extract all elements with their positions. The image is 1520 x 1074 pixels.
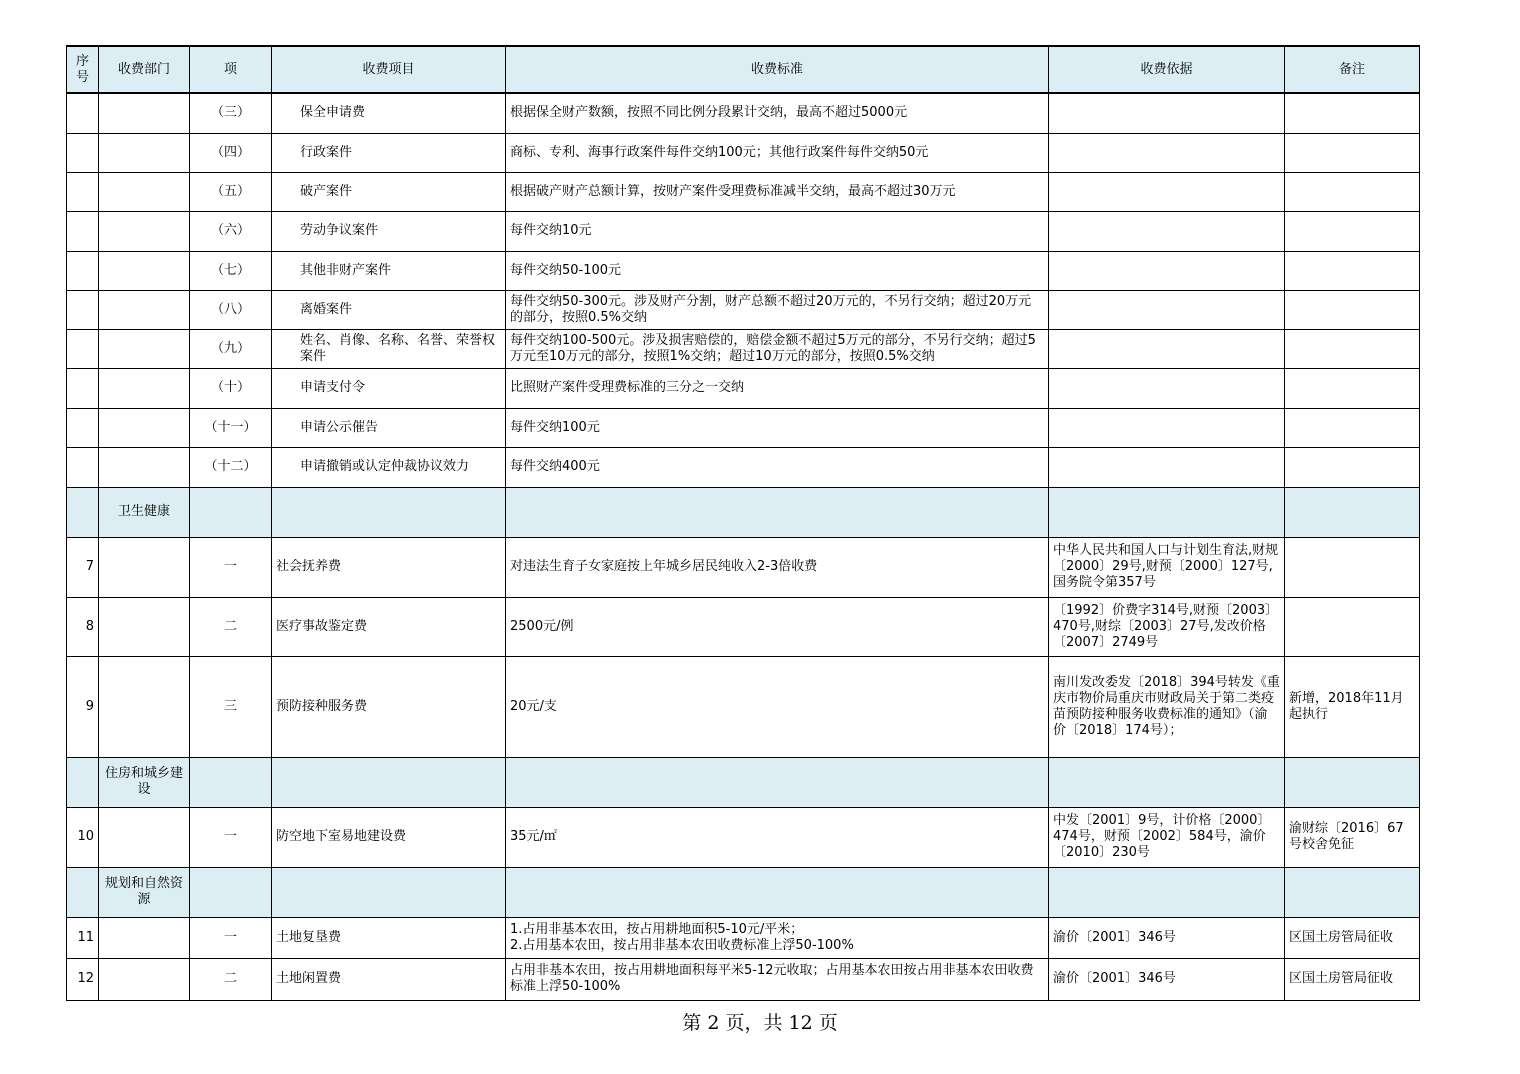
cell-basis <box>1049 656 1285 757</box>
cell-basis <box>1049 447 1285 487</box>
cell-dept <box>99 447 190 487</box>
cell-dept <box>99 133 190 172</box>
cell-seq <box>67 93 99 133</box>
cell-dept <box>99 368 190 408</box>
section-cell <box>506 757 1049 807</box>
cell-item-text: （七） <box>210 262 250 278</box>
cell-basis <box>1049 807 1285 867</box>
cell-seq <box>67 447 99 487</box>
cell-project <box>272 917 506 958</box>
cell-item-text: （十一） <box>204 419 257 435</box>
cell-basis <box>1049 537 1285 597</box>
cell-basis-text: 渝价〔2001〕346号 <box>1053 971 1176 986</box>
cell-standard-text: 对违法生育子女家庭按上年城乡居民纯收入2-3倍收费 <box>510 559 818 574</box>
section-row <box>67 867 1420 917</box>
cell-item <box>190 807 272 867</box>
cell-standard <box>506 172 1049 211</box>
cell-standard <box>506 368 1049 408</box>
cell-project-text: 劳动争议案件 <box>300 223 379 238</box>
cell-basis <box>1049 958 1285 1000</box>
cell-item <box>190 211 272 251</box>
cell-project-text: 破产案件 <box>300 183 353 199</box>
section-cell <box>190 867 272 917</box>
cell-seq <box>67 290 99 329</box>
section-row <box>67 757 1420 807</box>
cell-item-text: 二 <box>223 618 237 634</box>
cell-basis-text: 中发〔2001〕9号，计价格〔2000〕474号，财预〔2002〕584号，渝价〔2010〕230号 <box>1053 813 1271 860</box>
cell-dept <box>99 172 190 211</box>
cell-note-text: 区国土房管局征收 <box>1289 929 1394 945</box>
cell-project-text: 医疗事故鉴定费 <box>276 618 368 634</box>
cell-basis <box>1049 290 1285 329</box>
header-basis: 收费依据 <box>1049 46 1285 93</box>
cell-standard <box>506 958 1049 1000</box>
cell-note <box>1285 290 1420 329</box>
table-row <box>67 251 1420 290</box>
cell-note <box>1285 329 1420 368</box>
cell-project <box>272 537 506 597</box>
cell-standard-text: 每件交纳100元 <box>510 419 600 435</box>
cell-basis-text: 南川发改委发〔2018〕394号转发《重庆市物价局重庆市财政局关于第二类疫苗预防接种服务收费标准的通知》（渝价〔2018〕174号）； <box>1053 674 1280 738</box>
cell-standard <box>506 211 1049 251</box>
cell-note-text: 区国土房管局征收 <box>1289 971 1394 986</box>
cell-basis <box>1049 597 1285 656</box>
cell-seq-text: 8 <box>85 618 94 634</box>
cell-standard <box>506 537 1049 597</box>
cell-project <box>272 958 506 1000</box>
cell-seq <box>67 597 99 656</box>
cell-item-text: 一 <box>223 559 237 574</box>
section-cell <box>1049 487 1285 537</box>
cell-basis <box>1049 368 1285 408</box>
section-cell <box>1049 867 1285 917</box>
section-cell <box>1285 867 1420 917</box>
cell-standard-text: 每件交纳10元 <box>510 223 592 238</box>
cell-standard-text: 每件交纳100-500元。涉及损害赔偿的，赔偿金额不超过5万元的部分，不另行交纳；超过5万元至10万元的部分，按照1%交纳；超过10万元的部分，按照0.5%交纳 <box>510 332 1036 364</box>
table-row <box>67 93 1420 133</box>
cell-dept <box>99 251 190 290</box>
cell-basis-text: 中华人民共和国人口与计划生育法,财规〔2000〕29号,财预〔2000〕127号,国务院令第357号 <box>1053 543 1279 590</box>
cell-dept <box>99 597 190 656</box>
cell-seq-text: 12 <box>77 971 94 986</box>
cell-basis <box>1049 917 1285 958</box>
cell-note-text: 新增，2018年11月起执行 <box>1289 690 1404 722</box>
cell-standard <box>506 93 1049 133</box>
cell-note <box>1285 656 1420 757</box>
table-row <box>67 408 1420 447</box>
cell-standard-text: 35元/㎡ <box>510 829 557 844</box>
cell-seq-text: 9 <box>85 698 94 714</box>
cell-project-text: 预防接种服务费 <box>276 698 368 714</box>
cell-item <box>190 172 272 211</box>
section-cell <box>1285 487 1420 537</box>
cell-project-text: 行政案件 <box>300 144 353 160</box>
cell-standard <box>506 408 1049 447</box>
cell-standard-text: 2500元/例 <box>510 618 574 634</box>
cell-item-text: （九） <box>210 340 250 356</box>
cell-standard <box>506 133 1049 172</box>
cell-seq <box>67 329 99 368</box>
cell-basis-text: 渝价〔2001〕346号 <box>1053 929 1176 945</box>
cell-item-text: （六） <box>210 223 250 238</box>
table-row <box>67 172 1420 211</box>
cell-project-text: 保全申请费 <box>300 105 366 121</box>
cell-note <box>1285 917 1420 958</box>
cell-note <box>1285 172 1420 211</box>
cell-item <box>190 93 272 133</box>
cell-basis <box>1049 172 1285 211</box>
cell-item <box>190 447 272 487</box>
cell-seq <box>67 408 99 447</box>
section-dept-label: 住房和城乡建设 <box>99 757 190 807</box>
cell-standard <box>506 807 1049 867</box>
section-cell <box>67 487 99 537</box>
cell-item <box>190 251 272 290</box>
cell-dept <box>99 329 190 368</box>
cell-item <box>190 656 272 757</box>
cell-basis <box>1049 211 1285 251</box>
cell-item <box>190 329 272 368</box>
cell-seq-text: 7 <box>85 559 94 574</box>
cell-item-text: （四） <box>210 144 250 160</box>
cell-project-text: 姓名、肖像、名称、名誉、荣誉权案件 <box>300 332 496 364</box>
header-seq: 序号 <box>67 46 99 93</box>
cell-item <box>190 958 272 1000</box>
cell-seq <box>67 656 99 757</box>
cell-dept <box>99 807 190 867</box>
cell-item <box>190 408 272 447</box>
header-dept: 收费部门 <box>99 46 190 93</box>
cell-basis <box>1049 251 1285 290</box>
cell-item-text: （十二） <box>204 459 257 474</box>
section-cell <box>67 867 99 917</box>
cell-project <box>272 211 506 251</box>
cell-project-text: 离婚案件 <box>300 301 353 317</box>
cell-note <box>1285 958 1420 1000</box>
cell-seq <box>67 133 99 172</box>
section-cell <box>67 757 99 807</box>
cell-seq <box>67 917 99 958</box>
cell-seq <box>67 807 99 867</box>
cell-item-text: （八） <box>210 301 250 317</box>
cell-dept <box>99 537 190 597</box>
cell-seq <box>67 172 99 211</box>
cell-note <box>1285 408 1420 447</box>
cell-note <box>1285 368 1420 408</box>
cell-note <box>1285 211 1420 251</box>
cell-seq <box>67 251 99 290</box>
cell-item <box>190 368 272 408</box>
header-note: 备注 <box>1285 46 1420 93</box>
cell-project <box>272 408 506 447</box>
cell-seq <box>67 211 99 251</box>
page-footer: 第 2 页，共 12 页 <box>682 1012 838 1034</box>
cell-standard-text: 根据保全财产数额，按照不同比例分段累计交纳，最高不超过5000元 <box>510 105 908 121</box>
cell-standard <box>506 290 1049 329</box>
cell-item <box>190 537 272 597</box>
table-row <box>67 597 1420 656</box>
cell-project-text: 申请支付令 <box>300 380 366 395</box>
cell-standard-text: 每件交纳50-100元 <box>510 262 622 278</box>
cell-project-text: 其他非财产案件 <box>300 262 392 278</box>
cell-standard-text: 20元/支 <box>510 698 557 714</box>
cell-item-text: 三 <box>223 698 237 714</box>
cell-project <box>272 656 506 757</box>
cell-standard-text: 每件交纳400元 <box>510 459 600 474</box>
cell-item-text: 二 <box>223 971 237 986</box>
cell-seq <box>67 958 99 1000</box>
cell-dept <box>99 290 190 329</box>
cell-note <box>1285 93 1420 133</box>
section-cell <box>190 487 272 537</box>
cell-note-text: 渝财综〔2016〕67号校舍免征 <box>1289 821 1404 852</box>
cell-seq-text: 10 <box>77 829 94 844</box>
section-dept-label: 规划和自然资源 <box>99 867 190 917</box>
table-row <box>67 133 1420 172</box>
cell-basis <box>1049 133 1285 172</box>
cell-standard-text: 1.占用非基本农田，按占用耕地面积5-10元/平米； 2.占用基本农田，按占用非基本农田收费标准上浮50-100% <box>510 921 854 953</box>
cell-dept <box>99 93 190 133</box>
cell-standard <box>506 329 1049 368</box>
cell-project <box>272 597 506 656</box>
cell-project-text: 社会抚养费 <box>276 559 342 574</box>
cell-standard <box>506 251 1049 290</box>
cell-seq <box>67 368 99 408</box>
cell-note <box>1285 597 1420 656</box>
cell-project <box>272 329 506 368</box>
header-row <box>67 46 1420 93</box>
header-item: 项 <box>190 46 272 93</box>
table-row <box>67 368 1420 408</box>
cell-project-text: 防空地下室易地建设费 <box>276 829 407 844</box>
cell-seq-text: 11 <box>77 929 94 945</box>
section-row <box>67 487 1420 537</box>
table-row <box>67 917 1420 958</box>
cell-item-text: 一 <box>223 929 237 945</box>
section-cell <box>506 487 1049 537</box>
cell-standard <box>506 597 1049 656</box>
section-cell <box>272 757 506 807</box>
cell-standard-text: 根据破产财产总额计算，按财产案件受理费标准减半交纳，最高不超过30万元 <box>510 183 956 199</box>
cell-project-text: 申请撤销或认定仲裁协议效力 <box>300 459 470 474</box>
cell-project-text: 土地复垦费 <box>276 929 342 945</box>
table-row <box>67 656 1420 757</box>
table-row <box>67 329 1420 368</box>
cell-note <box>1285 537 1420 597</box>
section-cell <box>272 867 506 917</box>
table-row <box>67 211 1420 251</box>
cell-seq <box>67 537 99 597</box>
cell-dept <box>99 656 190 757</box>
cell-project <box>272 172 506 211</box>
cell-dept <box>99 917 190 958</box>
table-row <box>67 447 1420 487</box>
cell-note <box>1285 807 1420 867</box>
cell-standard <box>506 656 1049 757</box>
cell-basis <box>1049 408 1285 447</box>
cell-item <box>190 290 272 329</box>
section-cell <box>1285 757 1420 807</box>
cell-project <box>272 290 506 329</box>
cell-basis <box>1049 329 1285 368</box>
cell-standard-text: 比照财产案件受理费标准的三分之一交纳 <box>510 380 745 395</box>
cell-project <box>272 368 506 408</box>
cell-dept <box>99 211 190 251</box>
cell-project-text: 申请公示催告 <box>300 419 379 435</box>
header-standard: 收费标准 <box>506 46 1049 93</box>
table-row <box>67 290 1420 329</box>
cell-dept <box>99 958 190 1000</box>
table-row <box>67 537 1420 597</box>
cell-item-text: （三） <box>210 105 250 121</box>
cell-note <box>1285 251 1420 290</box>
cell-standard-text: 每件交纳50-300元。涉及财产分割，财产总额不超过20万元的，不另行交纳；超过20万元的部分，按照0.5%交纳 <box>510 293 1032 325</box>
table-row <box>67 958 1420 1000</box>
cell-project <box>272 807 506 867</box>
cell-item-text: 一 <box>223 829 237 844</box>
section-cell <box>272 487 506 537</box>
cell-note <box>1285 447 1420 487</box>
cell-item-text: （五） <box>210 183 250 199</box>
cell-standard-text: 商标、专利、海事行政案件每件交纳100元；其他行政案件每件交纳50元 <box>510 144 929 160</box>
cell-basis-text: 〔1992〕价费字314号,财预〔2003〕470号,财综〔2003〕27号,发改价格〔2007〕2749号 <box>1053 602 1279 650</box>
cell-project <box>272 251 506 290</box>
cell-item-text: （十） <box>210 380 250 395</box>
cell-standard <box>506 447 1049 487</box>
cell-standard-text: 占用非基本农田，按占用耕地面积每平米5-12元收取；占用基本农田按占用非基本农田收费标准上浮50-100% <box>510 963 1034 994</box>
table-row <box>67 807 1420 867</box>
cell-item <box>190 597 272 656</box>
section-cell <box>506 867 1049 917</box>
cell-item <box>190 917 272 958</box>
header-project: 收费项目 <box>272 46 506 93</box>
fee-table <box>66 45 1420 1001</box>
cell-project <box>272 447 506 487</box>
cell-project-text: 土地闲置费 <box>276 971 342 986</box>
cell-dept <box>99 408 190 447</box>
section-cell <box>1049 757 1285 807</box>
cell-project <box>272 93 506 133</box>
cell-basis <box>1049 93 1285 133</box>
cell-note <box>1285 133 1420 172</box>
cell-project <box>272 133 506 172</box>
section-dept-label: 卫生健康 <box>99 487 190 537</box>
cell-item <box>190 133 272 172</box>
section-cell <box>190 757 272 807</box>
cell-standard <box>506 917 1049 958</box>
